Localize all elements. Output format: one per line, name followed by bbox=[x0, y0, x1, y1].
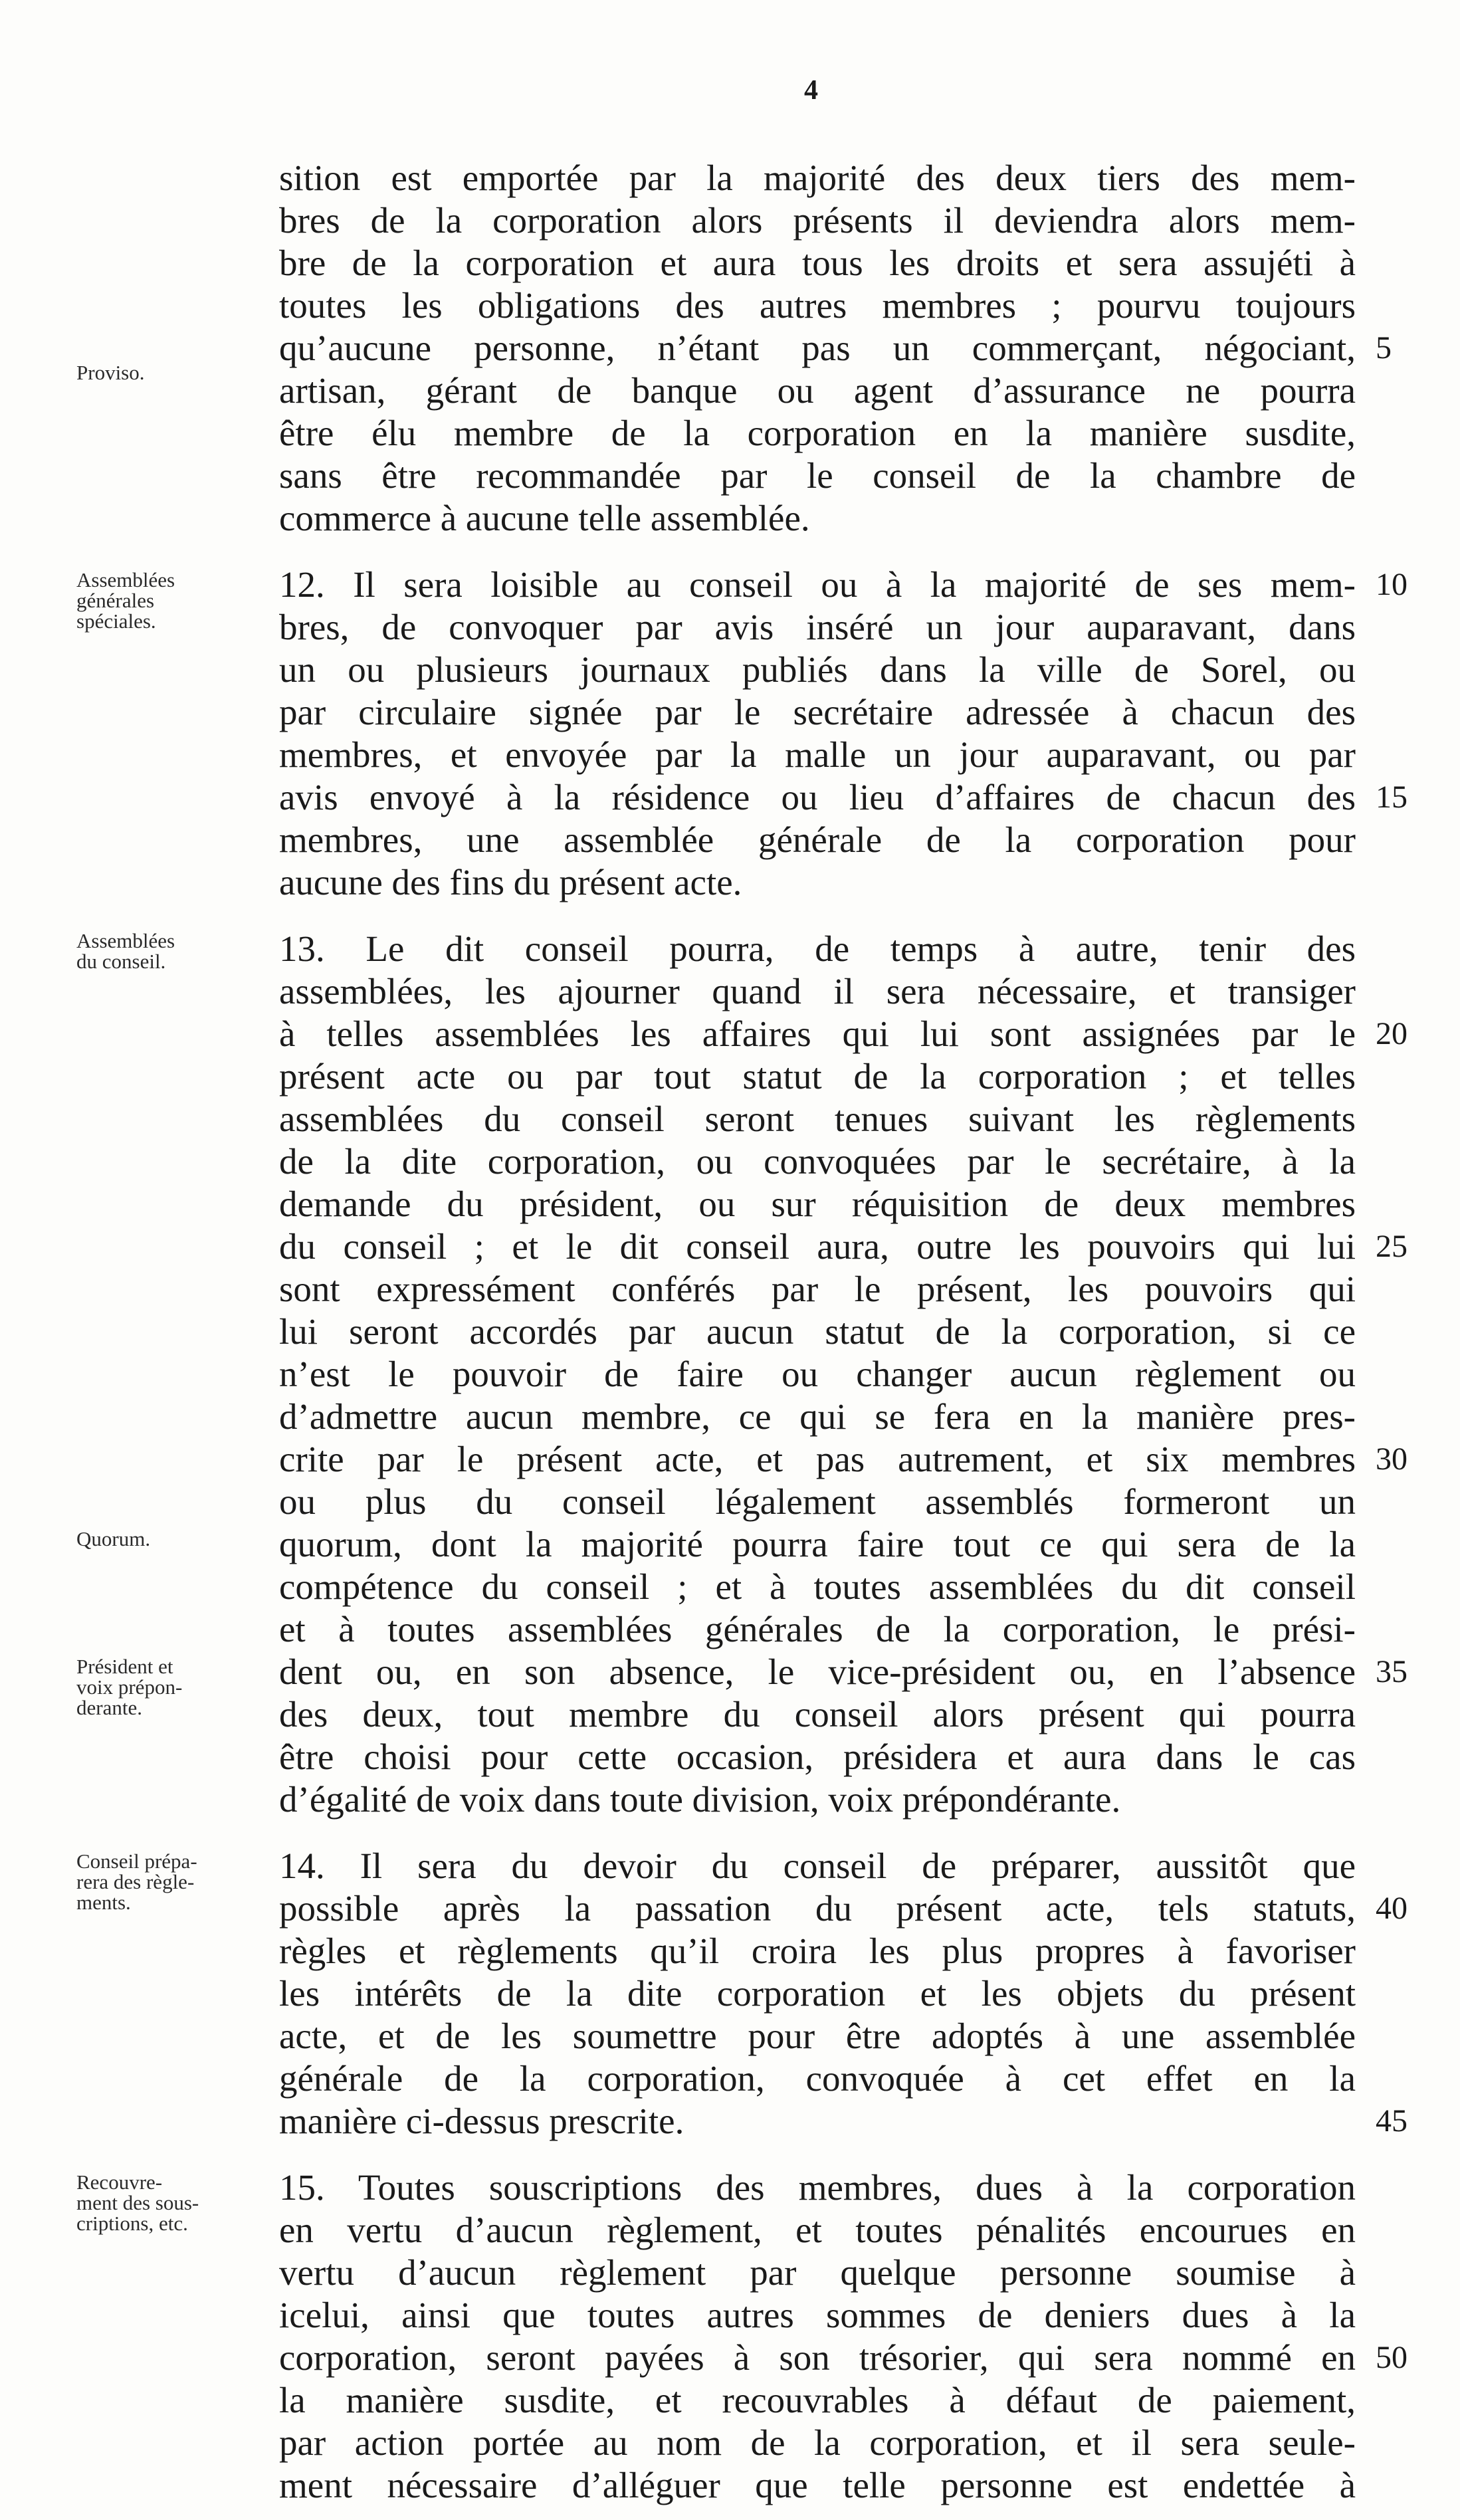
text-line: commerce à aucune telle assemblée. bbox=[279, 498, 810, 538]
text-line: assemblées du conseil seront tenues suivant les règlements bbox=[279, 1099, 1356, 1139]
text-line: 12. Il sera loisible au conseil ou à la majorité de ses mem- bbox=[279, 564, 1356, 605]
text-line: présent acte ou par tout statut de la corporation ; et telles bbox=[279, 1056, 1356, 1097]
line-number: 5 bbox=[1376, 330, 1392, 366]
margin-note-proviso bbox=[76, 362, 276, 383]
margin-note-recouvrement bbox=[76, 2172, 276, 2234]
margin-note-line: ments. bbox=[76, 1891, 131, 1914]
text-line: bres, de convoquer par avis inséré un jour auparavant, dans bbox=[279, 607, 1356, 647]
margin-note-line: voix prépon- bbox=[76, 1675, 183, 1699]
margin-note-quorum bbox=[76, 1528, 276, 1549]
text-line: n’est le pouvoir de faire ou changer aucun règlement ou bbox=[279, 1354, 1356, 1394]
text-line: quorum, dont la majorité pourra faire tout ce qui sera de la bbox=[279, 1524, 1356, 1564]
margin-note-line: Proviso. bbox=[76, 361, 145, 384]
margin-note-line: Recouvre- bbox=[76, 2170, 163, 2194]
text-line: 13. Le dit conseil pourra, de temps à autre, tenir des bbox=[279, 928, 1356, 969]
text-line: acte, et de les soumettre pour être adoptés à une assemblée bbox=[279, 2016, 1356, 2056]
text-line: possible après la passation du présent acte, tels statuts, bbox=[279, 1888, 1356, 1929]
text-line: règles et règlements qu’il croira les plus propres à favoriser bbox=[279, 1931, 1356, 1971]
text-line: sition est emportée par la majorité des deux tiers des mem- bbox=[279, 158, 1356, 198]
text-line: icelui, ainsi que toutes autres sommes de deniers dues à la bbox=[279, 2295, 1356, 2335]
text-line: sont expressément conférés par le présent, les pouvoirs qui bbox=[279, 1269, 1356, 1309]
text-line: bres de la corporation alors présents il deviendra alors mem- bbox=[279, 200, 1356, 241]
text-line: qu’aucune personne, n’étant pas un commerçant, négociant, bbox=[279, 328, 1356, 368]
text-line: corporation, seront payées à son trésorier, qui sera nommé en bbox=[279, 2337, 1356, 2378]
text-line: manière ci-dessus prescrite. bbox=[279, 2101, 684, 2141]
text-line: et à toutes assemblées générales de la corporation, le prési- bbox=[279, 1609, 1356, 1649]
text-line: aucune des fins du présent acte. bbox=[279, 862, 742, 902]
margin-note-line: rera des règle- bbox=[76, 1870, 195, 1893]
text-line: d’admettre aucun membre, ce qui se fera en la manière pres- bbox=[279, 1396, 1356, 1437]
margin-note-line: du conseil. bbox=[76, 950, 166, 973]
text-line: avis envoyé à la résidence ou lieu d’affaires de chacun des bbox=[279, 777, 1356, 817]
text-line: du conseil ; et le dit conseil aura, outre les pouvoirs qui lui bbox=[279, 1226, 1356, 1267]
margin-note-line: spéciales. bbox=[76, 609, 156, 633]
margin-note-line: Quorum. bbox=[76, 1527, 151, 1550]
text-line: 14. Il sera du devoir du conseil de préparer, aussitôt que bbox=[279, 1845, 1356, 1886]
line-number: 15 bbox=[1376, 780, 1408, 815]
text-line: par action portée au nom de la corporation, et il sera seule- bbox=[279, 2422, 1356, 2463]
text-line: ment nécessaire d’alléguer que telle personne est endettée à bbox=[279, 2465, 1356, 2505]
text-line: en vertu d’aucun règlement, et toutes pénalités encourues en bbox=[279, 2210, 1356, 2250]
text-line: à telles assemblées les affaires qui lui sont assignées par le bbox=[279, 1013, 1356, 1054]
text-line: les intérêts de la dite corporation et les objets du présent bbox=[279, 1973, 1356, 2014]
margin-note-conseil-reglements bbox=[76, 1851, 276, 1913]
margin-note-president bbox=[76, 1656, 276, 1718]
line-number: 35 bbox=[1376, 1654, 1408, 1689]
line-number: 50 bbox=[1376, 2340, 1408, 2375]
margin-note-line: générales bbox=[76, 589, 155, 612]
text-line: par circulaire signée par le secrétaire adressée à chacun des bbox=[279, 692, 1356, 732]
margin-note-line: Conseil prépa- bbox=[76, 1849, 197, 1873]
text-line: toutes les obligations des autres membres ; pourvu toujours bbox=[279, 285, 1356, 326]
margin-note-line: criptions, etc. bbox=[76, 2212, 188, 2235]
text-line: des deux, tout membre du conseil alors présent qui pourra bbox=[279, 1694, 1356, 1734]
text-line: dent ou, en son absence, le vice-président ou, en l’absence bbox=[279, 1651, 1356, 1692]
text-line: membres, et envoyée par la malle un jour auparavant, ou par bbox=[279, 734, 1356, 775]
text-line: la manière susdite, et recouvrables à défaut de paiement, bbox=[279, 2380, 1356, 2420]
line-number: 40 bbox=[1376, 1891, 1408, 1926]
text-line: bre de la corporation et aura tous les droits et sera assujéti à bbox=[279, 243, 1356, 283]
text-line: vertu d’aucun règlement par quelque personne soumise à bbox=[279, 2252, 1356, 2293]
line-number: 25 bbox=[1376, 1229, 1408, 1264]
text-line: compétence du conseil ; et à toutes assemblées du dit conseil bbox=[279, 1566, 1356, 1607]
text-line: artisan, gérant de banque ou agent d’assurance ne pourra bbox=[279, 370, 1356, 411]
line-number: 20 bbox=[1376, 1016, 1408, 1051]
text-line: de la dite corporation, ou convoquées par le secrétaire, à la bbox=[279, 1141, 1356, 1182]
text-line: être élu membre de la corporation en la manière susdite, bbox=[279, 413, 1356, 453]
text-line: sans être recommandée par le conseil de la chambre de bbox=[279, 455, 1356, 496]
line-number: 30 bbox=[1376, 1441, 1408, 1477]
text-line: 15. Toutes souscriptions des membres, dues à la corporation bbox=[279, 2167, 1356, 2208]
text-line: être choisi pour cette occasion, présidera et aura dans le cas bbox=[279, 1736, 1356, 1777]
margin-note-line: Président et bbox=[76, 1655, 173, 1678]
text-line: demande du président, ou sur réquisition de deux membres bbox=[279, 1184, 1356, 1224]
line-number: 45 bbox=[1376, 2103, 1408, 2139]
margin-note-assemblees-conseil bbox=[76, 930, 276, 972]
margin-note-line: derante. bbox=[76, 1696, 142, 1719]
margin-note-line: ment des sous- bbox=[76, 2191, 199, 2214]
margin-note-line: Assemblées bbox=[76, 929, 175, 952]
margin-note-assemblees-generales bbox=[76, 570, 276, 631]
text-line: d’égalité de voix dans toute division, voix prépondérante. bbox=[279, 1779, 1121, 1820]
page-number: 4 bbox=[804, 75, 818, 106]
line-number: 10 bbox=[1376, 567, 1408, 602]
text-line: crite par le présent acte, et pas autrement, et six membres bbox=[279, 1439, 1356, 1479]
text-line: lui seront accordés par aucun statut de la corporation, si ce bbox=[279, 1311, 1356, 1352]
margin-note-line: Assemblées bbox=[76, 568, 175, 591]
text-line: générale de la corporation, convoquée à cet effet en la bbox=[279, 2058, 1356, 2099]
text-line: assemblées, les ajourner quand il sera nécessaire, et transiger bbox=[279, 971, 1356, 1011]
text-line: ou plus du conseil légalement assemblés formeront un bbox=[279, 1481, 1356, 1522]
text-line: membres, une assemblée générale de la corporation pour bbox=[279, 819, 1356, 860]
text-line: un ou plusieurs journaux publiés dans la ville de Sorel, ou bbox=[279, 649, 1356, 690]
